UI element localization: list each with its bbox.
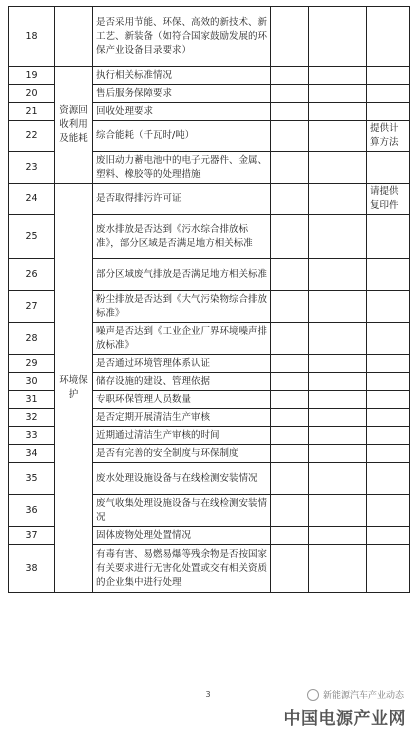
row-number: 37 (9, 527, 55, 545)
row-number: 35 (9, 463, 55, 495)
note-cell (367, 291, 410, 323)
row-number: 29 (9, 355, 55, 373)
note-calculation-method: 提供计算方法 (367, 121, 410, 152)
item-description: 废水排放是否达到《污水综合排放标准》，部分区域是否满足地方相关标准 (93, 215, 271, 259)
row-number: 20 (9, 85, 55, 103)
row-number: 32 (9, 409, 55, 427)
item-description: 噪声是否达到《工业企业厂界环境噪声排放标准》 (93, 323, 271, 355)
note-cell (367, 391, 410, 409)
answer-cell (271, 445, 309, 463)
item-description: 是否取得排污许可证 (93, 184, 271, 215)
row-number: 31 (9, 391, 55, 409)
note-cell (367, 67, 410, 85)
table-row (9, 67, 410, 85)
remark-cell (309, 427, 367, 445)
row-number: 24 (9, 184, 55, 215)
item-description: 是否通过环境管理体系认证 (93, 355, 271, 373)
answer-cell (271, 323, 309, 355)
watermark-caption (307, 688, 404, 701)
requirements-table (8, 6, 410, 593)
note-cell (367, 527, 410, 545)
answer-cell (271, 545, 309, 593)
row-number: 34 (9, 445, 55, 463)
table-row (9, 7, 410, 67)
note-cell (367, 152, 410, 184)
answer-cell (271, 215, 309, 259)
row-number: 30 (9, 373, 55, 391)
answer-cell (271, 355, 309, 373)
answer-cell (271, 103, 309, 121)
answer-cell (271, 291, 309, 323)
item-description: 废水处理设施设备与在线检测安装情况 (93, 463, 271, 495)
remark-cell (309, 409, 367, 427)
remark-cell (309, 103, 367, 121)
category-environmental-protection: 环境保护 (55, 184, 93, 593)
answer-cell (271, 409, 309, 427)
item-description: 废气收集处理设施设备与在线检测安装情况 (93, 495, 271, 527)
answer-cell (271, 427, 309, 445)
remark-cell (309, 545, 367, 593)
note-cell (367, 373, 410, 391)
watermark-site-name: 中国电源产业网 (283, 709, 406, 729)
remark-cell (309, 215, 367, 259)
row-number: 27 (9, 291, 55, 323)
remark-cell (309, 463, 367, 495)
answer-cell (271, 495, 309, 527)
remark-cell (309, 373, 367, 391)
row-number: 21 (9, 103, 55, 121)
note-cell (367, 355, 410, 373)
answer-cell (271, 259, 309, 291)
row-number: 25 (9, 215, 55, 259)
item-description: 固体废物处理处置情况 (93, 527, 271, 545)
row-number: 28 (9, 323, 55, 355)
remark-cell (309, 152, 367, 184)
category-resource-recycling: 资源回收利用及能耗 (55, 67, 93, 184)
answer-cell (271, 391, 309, 409)
row-number: 18 (9, 7, 55, 67)
page-number: 3 (205, 690, 211, 699)
remark-cell (309, 67, 367, 85)
remark-cell (309, 184, 367, 215)
answer-cell (271, 373, 309, 391)
answer-cell (271, 527, 309, 545)
answer-cell (271, 7, 309, 67)
row-number: 36 (9, 495, 55, 527)
remark-cell (309, 7, 367, 67)
item-description: 是否有完善的安全制度与环保制度 (93, 445, 271, 463)
remark-cell (309, 527, 367, 545)
note-cell (367, 427, 410, 445)
item-description: 是否定期开展清洁生产审核 (93, 409, 271, 427)
remark-cell (309, 391, 367, 409)
note-cell (367, 323, 410, 355)
answer-cell (271, 85, 309, 103)
row-number: 22 (9, 121, 55, 152)
item-description: 粉尘排放是否达到《大气污染物综合排放标准》 (93, 291, 271, 323)
note-cell (367, 103, 410, 121)
answer-cell (271, 152, 309, 184)
remark-cell (309, 121, 367, 152)
item-description: 执行相关标准情况 (93, 67, 271, 85)
note-cell (367, 409, 410, 427)
row-number: 23 (9, 152, 55, 184)
wechat-logo-icon (307, 689, 319, 701)
note-cell (367, 495, 410, 527)
remark-cell (309, 495, 367, 527)
item-description: 是否采用节能、环保、高效的新技术、新工艺、新装备（如符合国家鼓励发展的环保产业设备目录要求） (93, 7, 271, 67)
remark-cell (309, 445, 367, 463)
note-cell (367, 259, 410, 291)
row-number: 38 (9, 545, 55, 593)
answer-cell (271, 463, 309, 495)
row-number: 19 (9, 67, 55, 85)
item-description: 废旧动力蓄电池中的电子元器件、金属、塑料、橡胶等的处理措施 (93, 152, 271, 184)
answer-cell (271, 184, 309, 215)
answer-cell (271, 67, 309, 85)
remark-cell (309, 259, 367, 291)
remark-cell (309, 291, 367, 323)
remark-cell (309, 355, 367, 373)
row-number: 33 (9, 427, 55, 445)
note-cell (367, 445, 410, 463)
item-description: 售后服务保障要求 (93, 85, 271, 103)
remark-cell (309, 85, 367, 103)
item-description: 回收处理要求 (93, 103, 271, 121)
item-description: 部分区域废气排放是否满足地方相关标准 (93, 259, 271, 291)
note-cell (367, 545, 410, 593)
table-row (9, 184, 410, 215)
answer-cell (271, 121, 309, 152)
note-provide-copy: 请提供复印件 (367, 184, 410, 215)
item-description: 近期通过清洁生产审核的时间 (93, 427, 271, 445)
item-description: 储存设施的建设、管理依据 (93, 373, 271, 391)
category-cell-empty (55, 7, 93, 67)
item-description: 专职环保管理人员数量 (93, 391, 271, 409)
note-cell (367, 7, 410, 67)
note-cell (367, 85, 410, 103)
note-cell (367, 215, 410, 259)
watermark-caption-text: 新能源汽车产业动态 (322, 691, 404, 701)
remark-cell (309, 323, 367, 355)
row-number: 26 (9, 259, 55, 291)
item-description: 综合能耗（千瓦时/吨） (93, 121, 271, 152)
item-description: 有毒有害、易燃易爆等残余物是否按国家有关要求进行无害化处置或交有相关资质的企业集中进行处理 (93, 545, 271, 593)
note-cell (367, 463, 410, 495)
